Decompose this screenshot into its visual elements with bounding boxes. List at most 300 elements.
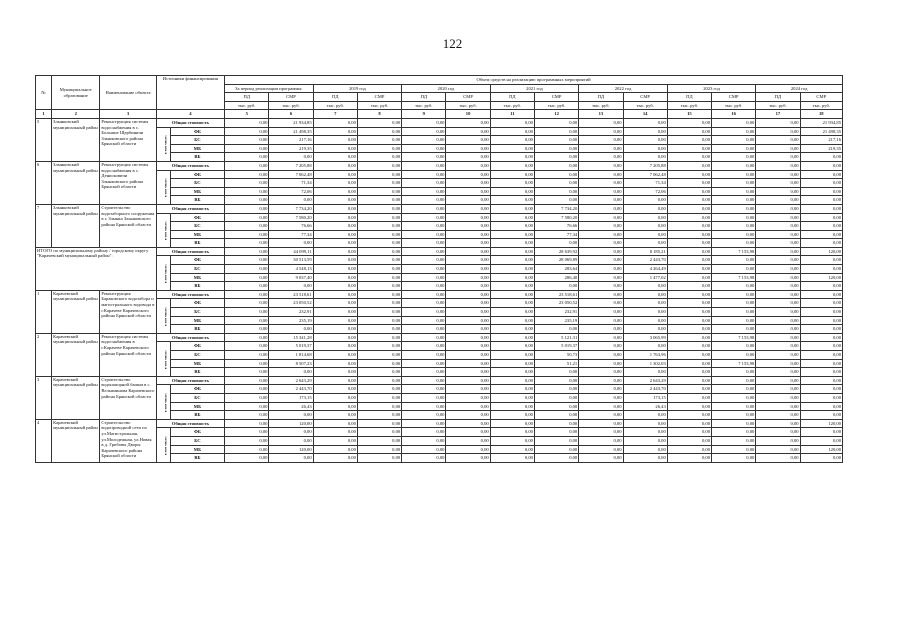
value-cell: 7 062,48	[269, 170, 313, 179]
value-cell: 0,00	[490, 290, 534, 299]
header-unit: тыс. руб.	[269, 101, 313, 110]
value-cell: 0,00	[402, 153, 446, 162]
value-cell: 0,00	[623, 316, 667, 325]
value-cell: 0,00	[712, 316, 756, 325]
value-cell: 0,00	[313, 351, 357, 360]
value-cell: 0,00	[667, 454, 711, 463]
value-cell: 0,00	[712, 376, 756, 385]
value-cell: 0,00	[490, 196, 534, 205]
value-cell: 0,00	[357, 265, 401, 274]
incl-label: в том числе:	[163, 307, 168, 327]
incl-label: в том числе:	[163, 221, 168, 241]
value-cell: 0,00	[402, 196, 446, 205]
value-cell: 0,00	[490, 342, 534, 351]
value-cell: 7 153,98	[712, 333, 756, 342]
table-row	[36, 170, 843, 179]
row-number: 5	[36, 118, 52, 161]
value-cell: 0,00	[712, 393, 756, 402]
column-number: 12	[534, 110, 578, 119]
object-name: Строительство водопроводной сети по ул.Магистральная, ул.Молодежная, ул.Новая в д. Грибовы Дворы Карачевского района Брянской области	[100, 419, 156, 462]
header-smr: СМР	[800, 93, 842, 102]
table-row	[36, 299, 843, 308]
value-cell: 0,00	[623, 239, 667, 248]
value-cell: 0,00	[756, 419, 800, 428]
header-unit: тыс. руб.	[402, 101, 446, 110]
value-cell: 0,00	[800, 299, 842, 308]
source-label-vb: ВБ	[170, 153, 224, 162]
value-cell: 0,00	[402, 144, 446, 153]
header-num: №	[36, 76, 52, 110]
source-label-mb: МБ	[170, 445, 224, 454]
value-cell: 0,00	[756, 136, 800, 145]
value-cell: 0,00	[269, 153, 313, 162]
value-cell: 21 498,35	[800, 127, 842, 136]
value-cell: 0,00	[357, 170, 401, 179]
value-cell: 7 734,20	[269, 204, 313, 213]
value-cell: 0,00	[667, 428, 711, 437]
value-cell: 0,00	[225, 127, 269, 136]
value-cell: 7 734,20	[534, 204, 578, 213]
value-cell: 0,00	[446, 196, 490, 205]
value-cell: 0,00	[800, 187, 842, 196]
value-cell: 0,00	[756, 273, 800, 282]
column-number: 8	[357, 110, 401, 119]
value-cell: 0,00	[756, 325, 800, 334]
header-pd: ПД	[225, 93, 269, 102]
value-cell: 0,00	[756, 411, 800, 420]
source-label-vb: ВБ	[170, 239, 224, 248]
value-cell: 23 518,61	[534, 290, 578, 299]
value-cell: 0,00	[490, 273, 534, 282]
value-cell: 0,00	[756, 187, 800, 196]
value-cell: 0,00	[490, 351, 534, 360]
value-cell: 0,00	[446, 428, 490, 437]
value-cell: 0,00	[667, 402, 711, 411]
value-cell: 0,00	[800, 411, 842, 420]
object-name: Строительство водозаборного сооружения в г. Злынка Злынковского района Брянской области	[100, 204, 156, 247]
value-cell: 0,00	[579, 136, 623, 145]
value-cell: 0,00	[756, 153, 800, 162]
value-cell: 0,00	[579, 454, 623, 463]
value-cell: 71,34	[623, 179, 667, 188]
value-cell: 0,00	[534, 445, 578, 454]
value-cell: 219,35	[269, 144, 313, 153]
value-cell: 0,00	[756, 256, 800, 265]
value-cell: 0,00	[667, 187, 711, 196]
value-cell: 0,00	[667, 153, 711, 162]
value-cell: 0,00	[712, 256, 756, 265]
value-cell: 0,00	[712, 454, 756, 463]
value-cell: 0,00	[313, 213, 357, 222]
object-name: Реконструкция Бараковского водозабора и магистрального водовода в г.Карачеве Карачевского района Брянской области	[100, 290, 156, 333]
object-name: Реконструкция системы водоснабжения в с. Денисковичи Злынковского района Брянской области	[100, 161, 156, 204]
value-cell: 0,00	[225, 308, 269, 317]
value-cell: 0,00	[313, 445, 357, 454]
source-label-mb: МБ	[170, 187, 224, 196]
value-cell: 7 580,20	[534, 213, 578, 222]
value-cell: 0,00	[800, 376, 842, 385]
column-number: 11	[490, 110, 534, 119]
value-cell: 0,00	[623, 127, 667, 136]
value-cell: 0,00	[446, 204, 490, 213]
value-cell: 0,00	[225, 282, 269, 291]
value-cell: 28 069,89	[534, 256, 578, 265]
value-cell: 0,00	[534, 118, 578, 127]
header-year-2021: 2021 год	[490, 84, 579, 93]
value-cell: 0,00	[402, 436, 446, 445]
value-cell: 0,00	[225, 222, 269, 231]
value-cell: 0,00	[712, 351, 756, 360]
row-number: 4	[36, 419, 52, 462]
value-cell: 0,00	[357, 445, 401, 454]
value-cell: 0,00	[357, 256, 401, 265]
value-cell: 1 302,03	[623, 359, 667, 368]
value-cell: 0,00	[667, 127, 711, 136]
value-cell: 0,00	[712, 308, 756, 317]
value-cell: 0,00	[623, 144, 667, 153]
value-cell: 2 643,29	[269, 376, 313, 385]
value-cell: 0,00	[357, 161, 401, 170]
value-cell: 0,00	[667, 385, 711, 394]
value-cell: 0,00	[225, 153, 269, 162]
value-cell: 0,00	[623, 342, 667, 351]
header-pd: ПД	[402, 93, 446, 102]
value-cell: 0,00	[402, 265, 446, 274]
header-pd: ПД	[313, 93, 357, 102]
value-cell: 0,00	[623, 419, 667, 428]
value-cell: 0,00	[490, 428, 534, 437]
header-pd: ПД	[579, 93, 623, 102]
value-cell: 0,00	[800, 351, 842, 360]
value-cell: 0,00	[490, 376, 534, 385]
value-cell: 23 518,61	[269, 290, 313, 299]
value-cell: 0,00	[490, 308, 534, 317]
value-cell: 0,00	[623, 118, 667, 127]
header-smr: СМР	[269, 93, 313, 102]
value-cell: 0,00	[534, 385, 578, 394]
header-unit: тыс. руб.	[712, 101, 756, 110]
value-cell: 0,00	[756, 213, 800, 222]
value-cell: 0,00	[579, 419, 623, 428]
value-cell: 0,00	[402, 282, 446, 291]
value-cell: 0,00	[623, 325, 667, 334]
value-cell: 0,00	[534, 282, 578, 291]
value-cell: 0,00	[579, 411, 623, 420]
value-cell: 0,00	[313, 282, 357, 291]
value-cell: 0,00	[579, 153, 623, 162]
value-cell: 0,00	[225, 393, 269, 402]
value-cell: 0,00	[313, 376, 357, 385]
column-number: 16	[712, 110, 756, 119]
value-cell: 76,66	[534, 222, 578, 231]
value-cell: 0,00	[579, 187, 623, 196]
row-number: 6	[36, 161, 52, 204]
source-label-bs: БС	[170, 308, 224, 317]
value-cell: 0,00	[225, 290, 269, 299]
municipality-name: Карачевский муниципальный район	[52, 290, 100, 333]
value-cell: 0,00	[313, 411, 357, 420]
value-cell: 217,16	[800, 136, 842, 145]
value-cell: 7 062,48	[623, 170, 667, 179]
value-cell: 0,00	[579, 342, 623, 351]
table-row	[36, 428, 843, 437]
value-cell: 0,00	[756, 239, 800, 248]
value-cell: 0,00	[446, 136, 490, 145]
value-cell: 0,00	[446, 385, 490, 394]
header-unit: тыс. руб.	[313, 101, 357, 110]
value-cell: 0,00	[534, 411, 578, 420]
header-unit: тыс. руб.	[579, 101, 623, 110]
value-cell: 0,00	[667, 368, 711, 377]
value-cell: 5 019,37	[269, 342, 313, 351]
total-cost-label: Общая стоимость	[156, 247, 224, 256]
value-cell: 0,00	[490, 161, 534, 170]
value-cell: 0,00	[225, 161, 269, 170]
value-cell: 0,00	[446, 256, 490, 265]
value-cell: 0,00	[756, 282, 800, 291]
value-cell: 0,00	[225, 411, 269, 420]
value-cell: 0,00	[313, 342, 357, 351]
value-cell: 0,00	[357, 436, 401, 445]
value-cell: 0,00	[712, 179, 756, 188]
incl-side-label	[156, 213, 170, 247]
value-cell: 0,00	[490, 170, 534, 179]
table-row	[36, 204, 843, 213]
value-cell: 76,66	[269, 222, 313, 231]
value-cell: 0,00	[579, 256, 623, 265]
header-sources: Источники финансирования	[156, 76, 224, 110]
value-cell: 0,00	[534, 428, 578, 437]
column-number: 5	[225, 110, 269, 119]
value-cell: 0,00	[579, 161, 623, 170]
header-period: За период реализации программы:	[225, 84, 314, 93]
value-cell: 0,00	[667, 333, 711, 342]
value-cell: 0,00	[800, 153, 842, 162]
value-cell: 0,00	[534, 170, 578, 179]
value-cell: 0,00	[357, 144, 401, 153]
value-cell: 0,00	[357, 342, 401, 351]
value-cell: 0,00	[446, 179, 490, 188]
value-cell: 0,00	[579, 179, 623, 188]
value-cell: 0,00	[225, 385, 269, 394]
value-cell: 0,00	[800, 230, 842, 239]
incl-label: в том числе:	[163, 350, 168, 370]
value-cell: 0,00	[357, 239, 401, 248]
source-label-fb: ФБ	[170, 299, 224, 308]
value-cell: 0,00	[623, 196, 667, 205]
value-cell: 0,00	[446, 342, 490, 351]
header-year-2024: 2024 год	[756, 84, 843, 93]
value-cell: 0,00	[402, 161, 446, 170]
value-cell: 0,00	[490, 265, 534, 274]
source-label-mb: МБ	[170, 144, 224, 153]
value-cell: 0,00	[357, 428, 401, 437]
value-cell: 0,00	[490, 402, 534, 411]
value-cell: 0,00	[800, 282, 842, 291]
value-cell: 0,00	[402, 290, 446, 299]
total-cost-label: Общая стоимость	[156, 204, 224, 213]
value-cell: 0,00	[357, 308, 401, 317]
value-cell: 0,00	[269, 454, 313, 463]
value-cell: 44 099,11	[269, 247, 313, 256]
table-row	[36, 161, 843, 170]
row-number: 7	[36, 204, 52, 247]
value-cell: 0,00	[269, 282, 313, 291]
header-smr: СМР	[534, 93, 578, 102]
value-cell: 0,00	[402, 273, 446, 282]
municipality-name: Злынковский муниципальный район	[52, 161, 100, 204]
value-cell: 0,00	[756, 428, 800, 437]
source-label-bs: БС	[170, 265, 224, 274]
column-number: 18	[800, 110, 842, 119]
value-cell: 0,00	[402, 454, 446, 463]
value-cell: 0,00	[490, 299, 534, 308]
value-cell: 0,00	[712, 230, 756, 239]
value-cell: 0,00	[756, 204, 800, 213]
value-cell: 0,00	[579, 282, 623, 291]
value-cell: 0,00	[756, 230, 800, 239]
value-cell: 0,00	[667, 161, 711, 170]
grand-total-label: ИТОГО по муниципальному району / городскому округу "Карачевский муниципальный район":	[36, 247, 157, 290]
value-cell: 0,00	[490, 316, 534, 325]
value-cell: 0,00	[402, 419, 446, 428]
value-cell: 0,00	[446, 170, 490, 179]
value-cell: 120,00	[800, 273, 842, 282]
value-cell: 0,00	[313, 385, 357, 394]
value-cell: 0,00	[225, 299, 269, 308]
value-cell: 0,00	[756, 127, 800, 136]
value-cell: 0,00	[756, 299, 800, 308]
value-cell: 0,00	[225, 436, 269, 445]
value-cell: 50,73	[534, 351, 578, 360]
value-cell: 0,00	[446, 127, 490, 136]
value-cell: 0,00	[712, 222, 756, 231]
value-cell: 0,00	[225, 428, 269, 437]
value-cell: 0,00	[667, 239, 711, 248]
value-cell: 0,00	[225, 265, 269, 274]
source-label-mb: МБ	[170, 230, 224, 239]
value-cell: 0,00	[357, 222, 401, 231]
column-number: 17	[756, 110, 800, 119]
incl-side-label	[156, 127, 170, 161]
value-cell: 0,00	[579, 402, 623, 411]
value-cell: 0,00	[313, 316, 357, 325]
value-cell: 0,00	[667, 436, 711, 445]
value-cell: 0,00	[712, 153, 756, 162]
value-cell: 0,00	[712, 196, 756, 205]
value-cell: 5 121,31	[534, 333, 578, 342]
object-name: Реконструкция системы водоснабжения в с. Большие Щербиничи Злынковского района Брянской области	[100, 118, 156, 161]
value-cell: 0,00	[579, 385, 623, 394]
value-cell: 0,00	[313, 454, 357, 463]
value-cell: 0,00	[225, 342, 269, 351]
value-cell: 0,00	[579, 144, 623, 153]
value-cell: 0,00	[579, 325, 623, 334]
value-cell: 0,00	[800, 179, 842, 188]
incl-side-label	[156, 170, 170, 204]
value-cell: 0,00	[712, 144, 756, 153]
value-cell: 0,00	[446, 419, 490, 428]
value-cell: 0,00	[667, 419, 711, 428]
value-cell: 0,00	[756, 144, 800, 153]
table-row	[36, 247, 843, 256]
value-cell: 0,00	[712, 342, 756, 351]
value-cell: 0,00	[756, 342, 800, 351]
header-smr: СМР	[357, 93, 401, 102]
value-cell: 0,00	[623, 308, 667, 317]
value-cell: 0,00	[579, 222, 623, 231]
table-row	[36, 256, 843, 265]
value-cell: 120,00	[269, 445, 313, 454]
value-cell: 0,00	[579, 213, 623, 222]
value-cell: 0,00	[313, 428, 357, 437]
column-number: 6	[269, 110, 313, 119]
value-cell: 0,00	[402, 213, 446, 222]
total-cost-label: Общая стоимость	[156, 419, 224, 428]
source-label-fb: ФБ	[170, 385, 224, 394]
source-label-bs: БС	[170, 136, 224, 145]
header-unit: тыс. руб.	[534, 101, 578, 110]
source-label-bs: БС	[170, 179, 224, 188]
value-cell: 0,00	[579, 368, 623, 377]
value-cell: 0,00	[446, 299, 490, 308]
value-cell: 0,00	[313, 359, 357, 368]
value-cell: 0,00	[490, 445, 534, 454]
value-cell: 0,00	[579, 359, 623, 368]
value-cell: 0,00	[623, 230, 667, 239]
value-cell: 0,00	[225, 170, 269, 179]
column-number: 1	[36, 110, 52, 119]
value-cell: 1 814,68	[269, 351, 313, 360]
value-cell: 0,00	[313, 402, 357, 411]
value-cell: 0,00	[579, 308, 623, 317]
value-cell: 0,00	[313, 299, 357, 308]
value-cell: 0,00	[446, 411, 490, 420]
value-cell: 21 934,85	[800, 118, 842, 127]
value-cell: 0,00	[579, 273, 623, 282]
row-number: 3	[36, 376, 52, 419]
value-cell: 0,00	[667, 170, 711, 179]
value-cell: 0,00	[712, 265, 756, 274]
source-label-vb: ВБ	[170, 454, 224, 463]
value-cell: 0,00	[667, 265, 711, 274]
value-cell: 0,00	[490, 187, 534, 196]
incl-side-label	[156, 342, 170, 376]
value-cell: 0,00	[623, 445, 667, 454]
value-cell: 0,00	[357, 393, 401, 402]
value-cell: 0,00	[534, 239, 578, 248]
value-cell: 0,00	[800, 333, 842, 342]
value-cell: 0,00	[357, 187, 401, 196]
value-cell: 0,00	[225, 376, 269, 385]
value-cell: 0,00	[667, 144, 711, 153]
value-cell: 0,00	[446, 325, 490, 334]
value-cell: 0,00	[667, 376, 711, 385]
value-cell: 0,00	[712, 402, 756, 411]
header-smr: СМР	[446, 93, 490, 102]
value-cell: 0,00	[712, 299, 756, 308]
municipality-name: Злынковский муниципальный район	[52, 118, 100, 161]
source-label-vb: ВБ	[170, 282, 224, 291]
value-cell: 0,00	[402, 204, 446, 213]
source-label-mb: МБ	[170, 316, 224, 325]
value-cell: 0,00	[225, 230, 269, 239]
column-number: 15	[667, 110, 711, 119]
value-cell: 0,00	[225, 402, 269, 411]
value-cell: 0,00	[712, 239, 756, 248]
value-cell: 0,00	[357, 419, 401, 428]
value-cell: 0,00	[313, 204, 357, 213]
